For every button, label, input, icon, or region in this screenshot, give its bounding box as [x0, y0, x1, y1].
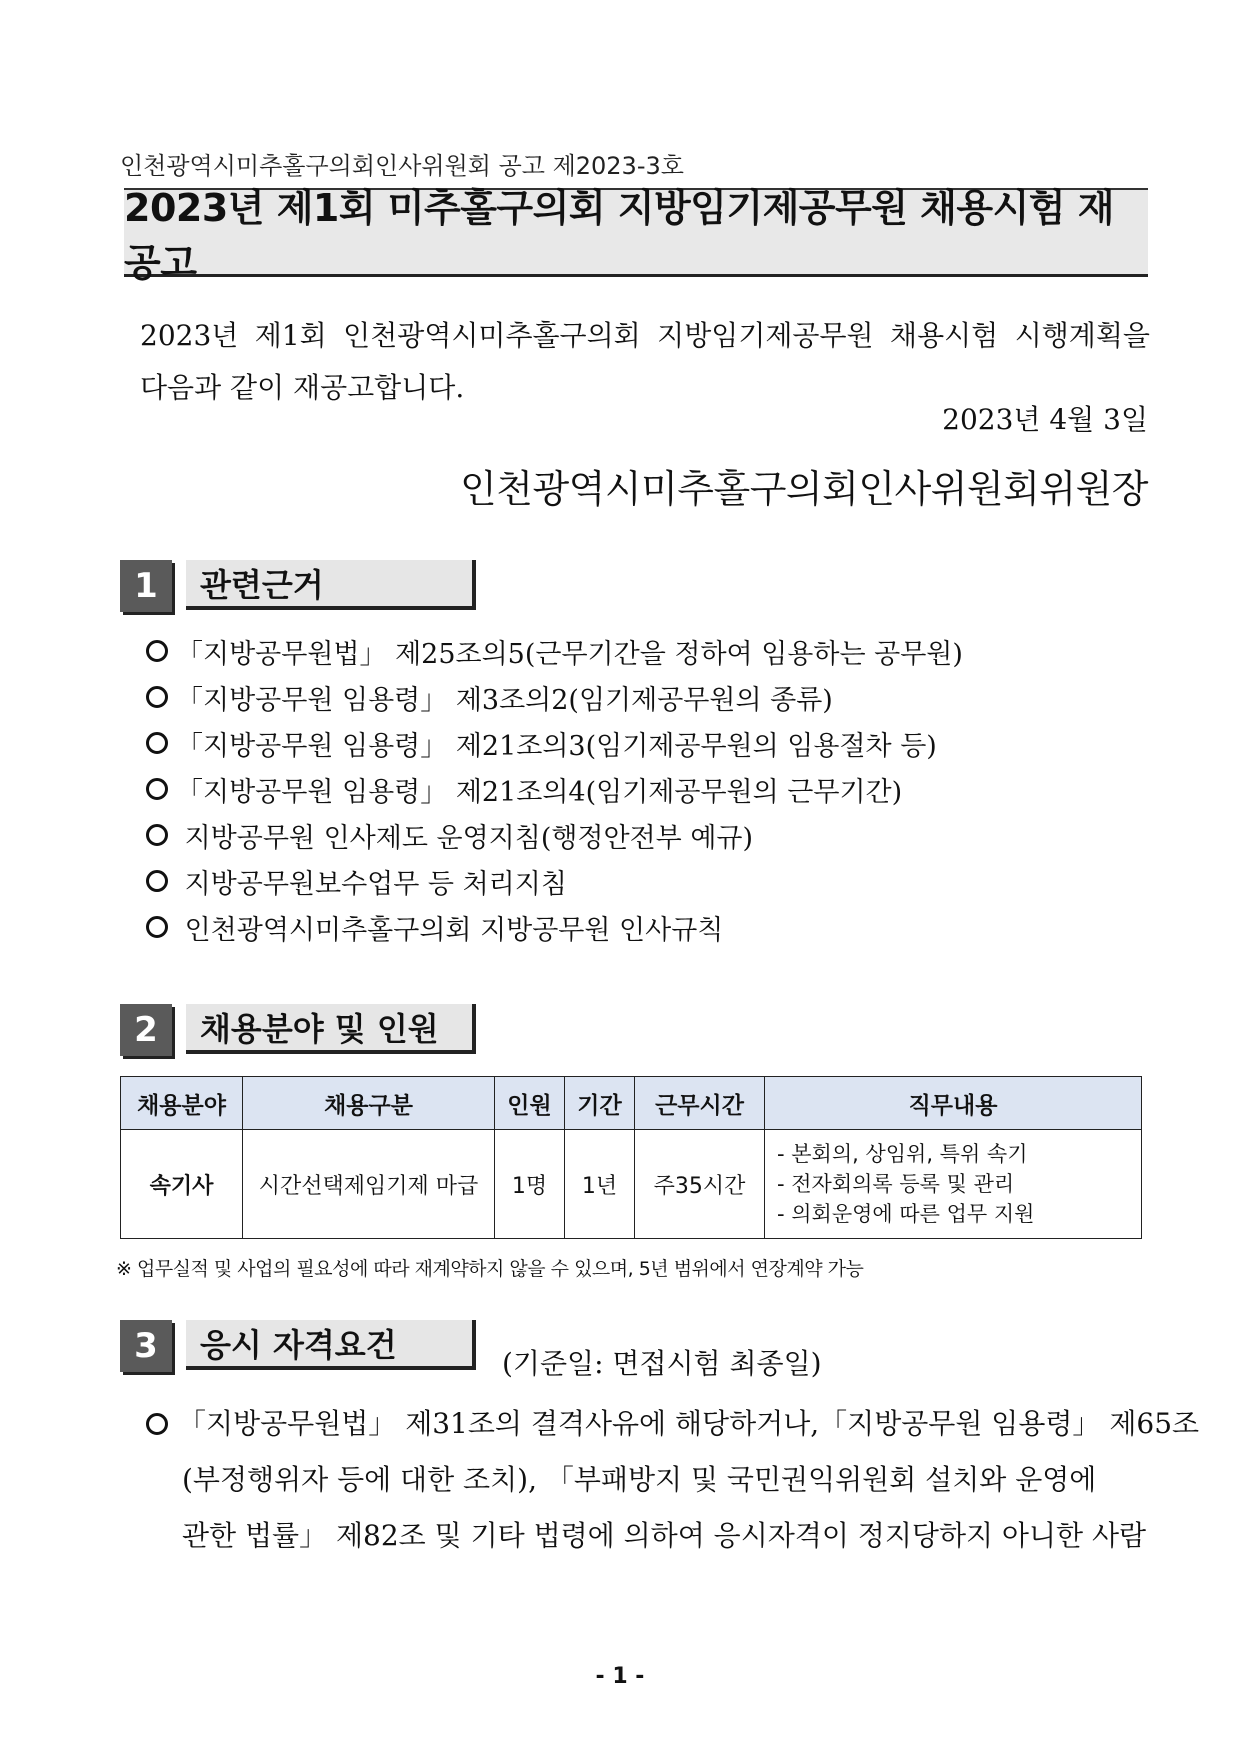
recruitment-table [120, 1076, 1142, 1239]
list-item: 「지방공무원법」 제25조의5(근무기간을 정하여 임용하는 공무원) [146, 628, 1146, 674]
column-header: 채용분야 [121, 1077, 243, 1130]
document-title: 2023년 제1회 미추홀구의회 지방임기제공무원 채용시험 재공고 [124, 186, 1114, 285]
circle-bullet-icon [146, 640, 168, 662]
intro-word: 인천광역시미추홀구의회 [343, 319, 641, 352]
column-header: 인원 [495, 1077, 565, 1130]
page-number: - 1 - [595, 1664, 645, 1689]
circle-bullet-icon [146, 870, 168, 892]
signer: 인천광역시미추홀구의회인사위원회위원장 [460, 467, 1148, 511]
legal-basis-list [146, 628, 1146, 950]
circle-bullet-icon [146, 1413, 168, 1435]
section-number: 1 [120, 560, 172, 612]
column-header: 채용구분 [243, 1077, 495, 1130]
column-header: 기간 [565, 1077, 635, 1130]
table-header-row [121, 1077, 1142, 1130]
list-item: 「지방공무원 임용령」 제21조의4(임기제공무원의 근무기간) [146, 766, 1146, 812]
qualification-line-2: (부정행위자 등에 대한 조치), 「부패방지 및 국민권익위원회 설치와 운영에 [182, 1463, 1097, 1496]
column-header: 직무내용 [765, 1077, 1142, 1130]
intro-line-2: 다음과 같이 재공고합니다. [140, 371, 465, 404]
duty-item: - 의회운영에 따른 업무 지원 [777, 1202, 1035, 1226]
count-cell: 1명 [495, 1130, 565, 1239]
intro-word: 시행계획을 [1014, 319, 1150, 352]
qualification-line-1: 「지방공무원법」 제31조의 결격사유에 해당하거나,「지방공무원 임용령」 제65조 [146, 1396, 1150, 1452]
qualification-paragraph [146, 1396, 1200, 1564]
intro-word: 제1회 [254, 319, 327, 352]
table-footnote: ※ 업무실적 및 사업의 필요성에 따라 재계약하지 않을 수 있으며, 5년 범위에서 연장계약 가능 [116, 1258, 864, 1280]
section-2-heading [120, 1004, 476, 1056]
circle-bullet-icon [146, 778, 168, 800]
intro-line-1 [140, 310, 1150, 362]
section-title: 채용분야 및 인원 [186, 1004, 476, 1054]
notice-date: 2023년 4월 3일 [942, 403, 1148, 436]
section-number: 2 [120, 1004, 172, 1056]
type-cell: 시간선택제임기제 마급 [243, 1130, 495, 1239]
document-title-box [124, 186, 1148, 285]
column-header: 근무시간 [635, 1077, 765, 1130]
notice-number: 인천광역시미추홀구의회인사위원회 공고 제2023-3호 [120, 152, 684, 180]
list-item: 「지방공무원 임용령」 제3조의2(임기제공무원의 종류) [146, 674, 1146, 720]
field-cell: 속기사 [121, 1130, 243, 1239]
intro-word: 2023년 [140, 319, 239, 352]
qualification-line-3: 관한 법률」 제82조 및 기타 법령에 의하여 응시자격이 정지당하지 아니한 사람 [182, 1519, 1147, 1552]
section-number: 3 [120, 1320, 172, 1372]
hours-cell: 주35시간 [635, 1130, 765, 1239]
period-cell: 1년 [565, 1130, 635, 1239]
list-item: 「지방공무원 임용령」 제21조의3(임기제공무원의 임용절차 등) [146, 720, 1146, 766]
list-item: 인천광역시미추홀구의회 지방공무원 인사규칙 [146, 904, 1146, 950]
list-item: 지방공무원 인사제도 운영지침(행정안전부 예규) [146, 812, 1146, 858]
duties-cell [765, 1130, 1142, 1239]
circle-bullet-icon [146, 824, 168, 846]
section-1-heading [120, 560, 476, 612]
list-item: 지방공무원보수업무 등 처리지침 [146, 858, 1146, 904]
circle-bullet-icon [146, 916, 168, 938]
section-title: 관련근거 [186, 560, 476, 610]
circle-bullet-icon [146, 732, 168, 754]
section-3-heading [120, 1320, 476, 1372]
section-title: 응시 자격요건 [186, 1320, 476, 1370]
table-row [121, 1130, 1142, 1239]
duty-item: - 전자회의록 등록 및 관리 [777, 1172, 1015, 1196]
circle-bullet-icon [146, 686, 168, 708]
intro-word: 채용시험 [890, 319, 999, 352]
intro-word: 지방임기제공무원 [657, 319, 874, 352]
duty-item: - 본회의, 상임위, 특위 속기 [777, 1142, 1028, 1166]
section-3-note: (기준일: 면접시험 최종일) [502, 1347, 822, 1380]
